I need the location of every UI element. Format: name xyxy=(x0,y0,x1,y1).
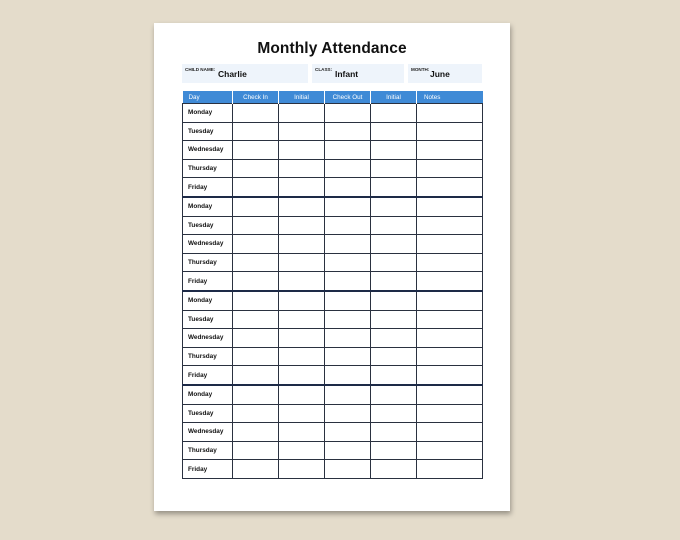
initial-in-cell[interactable] xyxy=(279,310,325,329)
table-row xyxy=(183,310,483,329)
check-in-cell[interactable] xyxy=(233,216,279,235)
initial-out-cell[interactable] xyxy=(371,216,417,235)
day-cell: Tuesday xyxy=(183,310,233,329)
check-out-cell[interactable] xyxy=(325,216,371,235)
table-row xyxy=(183,141,483,160)
check-out-cell[interactable] xyxy=(325,272,371,291)
table-row xyxy=(183,329,483,348)
initial-in-cell[interactable] xyxy=(279,253,325,272)
column-header-check-out: Check Out xyxy=(325,91,371,104)
initial-in-cell[interactable] xyxy=(279,385,325,404)
initial-out-cell[interactable] xyxy=(371,141,417,160)
check-out-cell[interactable] xyxy=(325,235,371,254)
day-cell: Monday xyxy=(183,291,233,310)
check-in-cell[interactable] xyxy=(233,404,279,423)
check-in-cell[interactable] xyxy=(233,253,279,272)
table-row xyxy=(183,404,483,423)
table-row xyxy=(183,460,483,479)
check-in-cell[interactable] xyxy=(233,104,279,123)
initial-out-cell[interactable] xyxy=(371,404,417,423)
table-row xyxy=(183,441,483,460)
class-value: Infant xyxy=(335,69,359,79)
day-cell: Thursday xyxy=(183,441,233,460)
check-out-cell[interactable] xyxy=(325,310,371,329)
check-out-cell[interactable] xyxy=(325,104,371,123)
check-in-cell[interactable] xyxy=(233,385,279,404)
initial-out-cell[interactable] xyxy=(371,385,417,404)
initial-out-cell[interactable] xyxy=(371,347,417,366)
check-out-cell[interactable] xyxy=(325,159,371,178)
initial-in-cell[interactable] xyxy=(279,197,325,216)
column-header-check-in: Check In xyxy=(233,91,279,104)
column-header-notes: Notes xyxy=(417,91,483,104)
class-label: CLASS: xyxy=(315,67,333,72)
day-cell: Friday xyxy=(183,272,233,291)
check-in-cell[interactable] xyxy=(233,272,279,291)
initial-in-cell[interactable] xyxy=(279,235,325,254)
check-in-cell[interactable] xyxy=(233,423,279,442)
table-row xyxy=(183,159,483,178)
check-out-cell[interactable] xyxy=(325,291,371,310)
day-cell: Friday xyxy=(183,460,233,479)
initial-out-cell[interactable] xyxy=(371,253,417,272)
notes-cell[interactable] xyxy=(417,104,483,123)
initial-in-cell[interactable] xyxy=(279,404,325,423)
day-cell: Tuesday xyxy=(183,404,233,423)
table-row xyxy=(183,423,483,442)
initial-in-cell[interactable] xyxy=(279,178,325,197)
table-row xyxy=(183,235,483,254)
column-header-initial-out: Initial xyxy=(371,91,417,104)
initial-in-cell[interactable] xyxy=(279,122,325,141)
day-cell: Wednesday xyxy=(183,235,233,254)
notes-cell[interactable] xyxy=(417,291,483,310)
notes-cell[interactable] xyxy=(417,441,483,460)
notes-cell[interactable] xyxy=(417,159,483,178)
table-header-row xyxy=(183,91,483,104)
day-cell: Thursday xyxy=(183,347,233,366)
check-in-cell[interactable] xyxy=(233,460,279,479)
table-row xyxy=(183,291,483,310)
month-field xyxy=(408,64,482,83)
check-out-cell[interactable] xyxy=(325,178,371,197)
check-out-cell[interactable] xyxy=(325,385,371,404)
day-cell: Wednesday xyxy=(183,141,233,160)
initial-out-cell[interactable] xyxy=(371,423,417,442)
check-in-cell[interactable] xyxy=(233,122,279,141)
table-row xyxy=(183,216,483,235)
check-out-cell[interactable] xyxy=(325,122,371,141)
initial-in-cell[interactable] xyxy=(279,329,325,348)
check-out-cell[interactable] xyxy=(325,141,371,160)
day-cell: Wednesday xyxy=(183,329,233,348)
month-label: MONTH: xyxy=(411,67,430,72)
initial-out-cell[interactable] xyxy=(371,310,417,329)
initial-in-cell[interactable] xyxy=(279,141,325,160)
check-in-cell[interactable] xyxy=(233,329,279,348)
initial-in-cell[interactable] xyxy=(279,272,325,291)
initial-out-cell[interactable] xyxy=(371,178,417,197)
notes-cell[interactable] xyxy=(417,253,483,272)
notes-cell[interactable] xyxy=(417,272,483,291)
notes-cell[interactable] xyxy=(417,423,483,442)
notes-cell[interactable] xyxy=(417,178,483,197)
check-out-cell[interactable] xyxy=(325,329,371,348)
check-out-cell[interactable] xyxy=(325,460,371,479)
check-in-cell[interactable] xyxy=(233,441,279,460)
initial-in-cell[interactable] xyxy=(279,104,325,123)
check-in-cell[interactable] xyxy=(233,197,279,216)
notes-cell[interactable] xyxy=(417,460,483,479)
day-cell: Tuesday xyxy=(183,216,233,235)
table-row xyxy=(183,272,483,291)
notes-cell[interactable] xyxy=(417,310,483,329)
table-row xyxy=(183,347,483,366)
day-cell: Wednesday xyxy=(183,423,233,442)
initial-out-cell[interactable] xyxy=(371,159,417,178)
initial-in-cell[interactable] xyxy=(279,366,325,385)
day-cell: Thursday xyxy=(183,159,233,178)
initial-in-cell[interactable] xyxy=(279,423,325,442)
day-cell: Monday xyxy=(183,104,233,123)
check-out-cell[interactable] xyxy=(325,441,371,460)
initial-in-cell[interactable] xyxy=(279,216,325,235)
child-name-value: Charlie xyxy=(218,69,247,79)
check-in-cell[interactable] xyxy=(233,310,279,329)
check-out-cell[interactable] xyxy=(325,404,371,423)
initial-out-cell[interactable] xyxy=(371,329,417,348)
initial-out-cell[interactable] xyxy=(371,122,417,141)
notes-cell[interactable] xyxy=(417,197,483,216)
initial-in-cell[interactable] xyxy=(279,291,325,310)
child-name-label: CHILD NAME: xyxy=(185,67,216,72)
check-in-cell[interactable] xyxy=(233,291,279,310)
check-out-cell[interactable] xyxy=(325,253,371,272)
table-row xyxy=(183,178,483,197)
table-row xyxy=(183,385,483,404)
notes-cell[interactable] xyxy=(417,404,483,423)
page-title: Monthly Attendance xyxy=(257,40,407,57)
column-header-initial-in: Initial xyxy=(279,91,325,104)
table-row xyxy=(183,122,483,141)
day-cell: Monday xyxy=(183,197,233,216)
check-out-cell[interactable] xyxy=(325,423,371,442)
check-out-cell[interactable] xyxy=(325,366,371,385)
attendance-sheet xyxy=(154,23,510,511)
notes-cell[interactable] xyxy=(417,216,483,235)
attendance-table xyxy=(182,91,483,479)
table-row xyxy=(183,197,483,216)
check-in-cell[interactable] xyxy=(233,235,279,254)
initial-out-cell[interactable] xyxy=(371,460,417,479)
check-in-cell[interactable] xyxy=(233,141,279,160)
day-cell: Thursday xyxy=(183,253,233,272)
notes-cell[interactable] xyxy=(417,385,483,404)
notes-cell[interactable] xyxy=(417,141,483,160)
initial-in-cell[interactable] xyxy=(279,347,325,366)
notes-cell[interactable] xyxy=(417,329,483,348)
initial-out-cell[interactable] xyxy=(371,104,417,123)
check-in-cell[interactable] xyxy=(233,178,279,197)
table-row xyxy=(183,253,483,272)
table-row xyxy=(183,104,483,123)
check-in-cell[interactable] xyxy=(233,159,279,178)
check-in-cell[interactable] xyxy=(233,366,279,385)
table-row xyxy=(183,366,483,385)
child-name-field xyxy=(182,64,308,83)
check-out-cell[interactable] xyxy=(325,347,371,366)
notes-cell[interactable] xyxy=(417,347,483,366)
check-out-cell[interactable] xyxy=(325,197,371,216)
day-cell: Tuesday xyxy=(183,122,233,141)
initial-in-cell[interactable] xyxy=(279,441,325,460)
month-value: June xyxy=(430,69,450,79)
day-cell: Friday xyxy=(183,178,233,197)
initial-in-cell[interactable] xyxy=(279,159,325,178)
initial-out-cell[interactable] xyxy=(371,291,417,310)
initial-out-cell[interactable] xyxy=(371,235,417,254)
column-header-day: Day xyxy=(183,91,233,104)
notes-cell[interactable] xyxy=(417,122,483,141)
day-cell: Monday xyxy=(183,385,233,404)
initial-out-cell[interactable] xyxy=(371,441,417,460)
initial-out-cell[interactable] xyxy=(371,272,417,291)
notes-cell[interactable] xyxy=(417,235,483,254)
class-field xyxy=(312,64,404,83)
notes-cell[interactable] xyxy=(417,366,483,385)
initial-out-cell[interactable] xyxy=(371,197,417,216)
check-in-cell[interactable] xyxy=(233,347,279,366)
day-cell: Friday xyxy=(183,366,233,385)
initial-in-cell[interactable] xyxy=(279,460,325,479)
attendance-table-body xyxy=(183,104,483,479)
initial-out-cell[interactable] xyxy=(371,366,417,385)
